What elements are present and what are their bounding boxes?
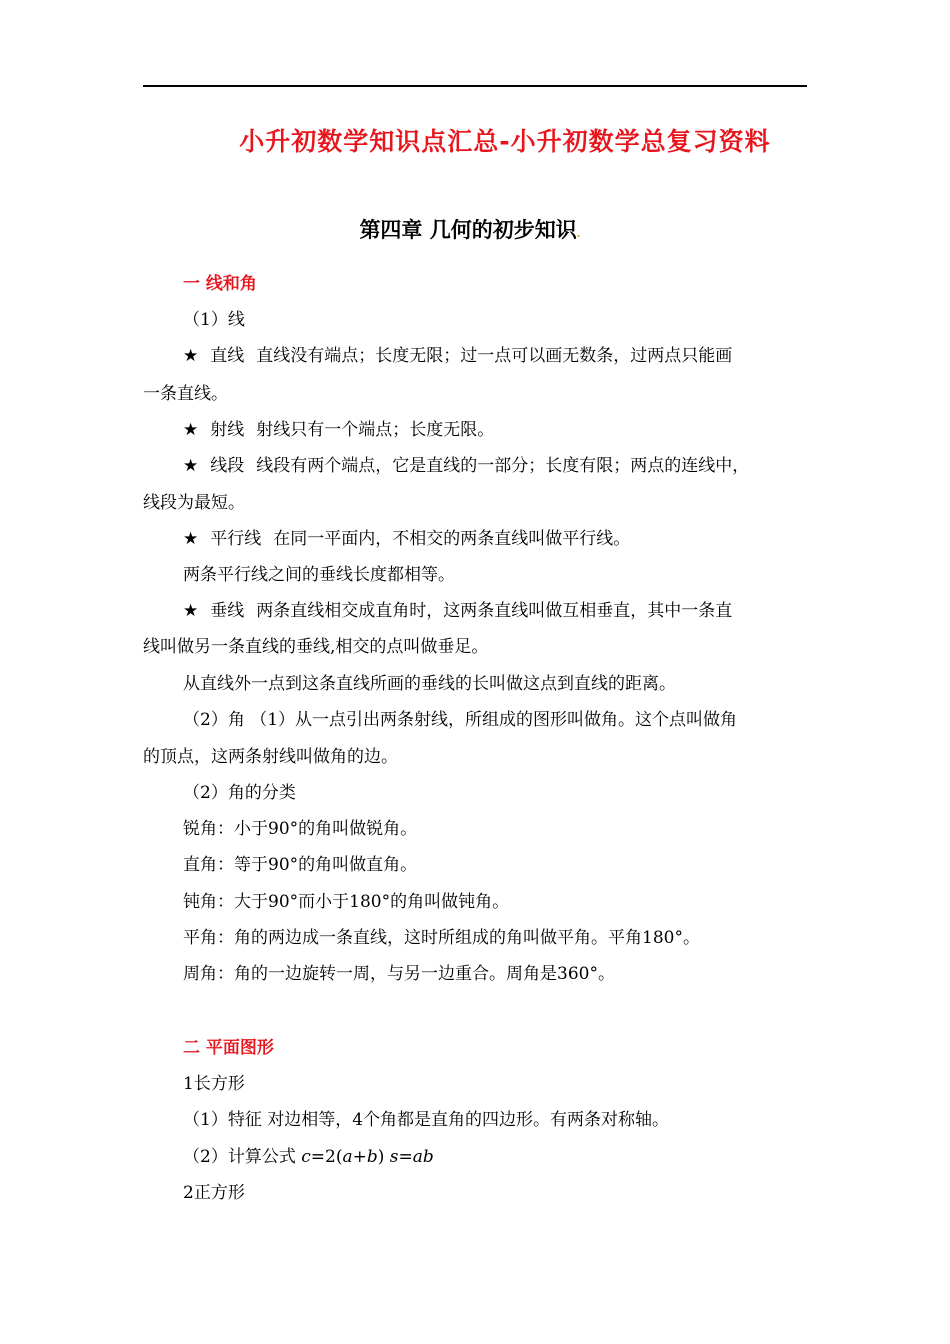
item-straight-line: ★ 直线 直线没有端点；长度无限；过一点可以画无数条，过两点只能画	[183, 346, 733, 366]
star-icon: ★	[183, 529, 199, 549]
item-straight-line-cont: 一条直线。	[143, 384, 228, 404]
item-segment: ★ 线段 线段有两个端点，它是直线的一部分；长度有限；两点的连线中，	[183, 456, 750, 476]
item-parallel: ★ 平行线 在同一平面内，不相交的两条直线叫做平行线。	[183, 529, 631, 549]
item-perpendicular: ★ 垂线 两条直线相交成直角时，这两条直线叫做互相垂直，其中一条直	[183, 601, 733, 621]
item-rectangle-formula: （2）计算公式 c=2(a+b) s=ab	[183, 1147, 434, 1167]
star-icon: ★	[183, 601, 199, 621]
star-icon: ★	[183, 420, 199, 440]
marker-dot: .	[576, 229, 581, 240]
item-acute-angle: 锐角：小于90°的角叫做锐角。	[183, 819, 418, 839]
item-rectangle: 1长方形	[183, 1074, 245, 1094]
item-rectangle-features: （1）特征 对边相等，4个角都是直角的四边形。有两条对称轴。	[183, 1110, 670, 1130]
header-rule	[143, 85, 807, 87]
item-angle-cont: 的顶点，这两条射线叫做角的边。	[143, 747, 398, 767]
star-icon: ★	[183, 346, 199, 366]
item-distance: 从直线外一点到这条直线所画的垂线的长叫做这点到直线的距离。	[183, 674, 676, 694]
document-title: 小升初数学知识点汇总-小升初数学总复习资料	[239, 127, 771, 156]
item-angle: （2）角 （1）从一点引出两条射线，所组成的图形叫做角。这个点叫做角	[183, 710, 738, 730]
section-heading-plane-figures: 二 平面图形	[183, 1038, 274, 1058]
section-heading-lines-angles: 一 线和角	[183, 274, 257, 294]
star-icon: ★	[183, 456, 199, 476]
subheading-lines: （1）线	[183, 310, 245, 330]
item-straight-angle: 平角：角的两边成一条直线，这时所组成的角叫做平角。平角180°。	[183, 928, 700, 948]
item-square: 2正方形	[183, 1183, 245, 1203]
chapter-heading: 第四章 几何的初步知识.	[359, 218, 581, 242]
item-full-angle: 周角：角的一边旋转一周，与另一边重合。周角是360°。	[183, 964, 615, 984]
item-perpendicular-cont: 线叫做另一条直线的垂线,相交的点叫做垂足。	[143, 637, 489, 657]
item-segment-cont: 线段为最短。	[143, 493, 245, 513]
item-right-angle: 直角：等于90°的角叫做直角。	[183, 855, 418, 875]
item-parallel-note: 两条平行线之间的垂线长度都相等。	[183, 565, 455, 585]
item-angle-classification: （2）角的分类	[183, 783, 296, 803]
item-obtuse-angle: 钝角：大于90°而小于180°的角叫做钝角。	[183, 892, 510, 912]
item-ray: ★ 射线 射线只有一个端点；长度无限。	[183, 420, 495, 440]
